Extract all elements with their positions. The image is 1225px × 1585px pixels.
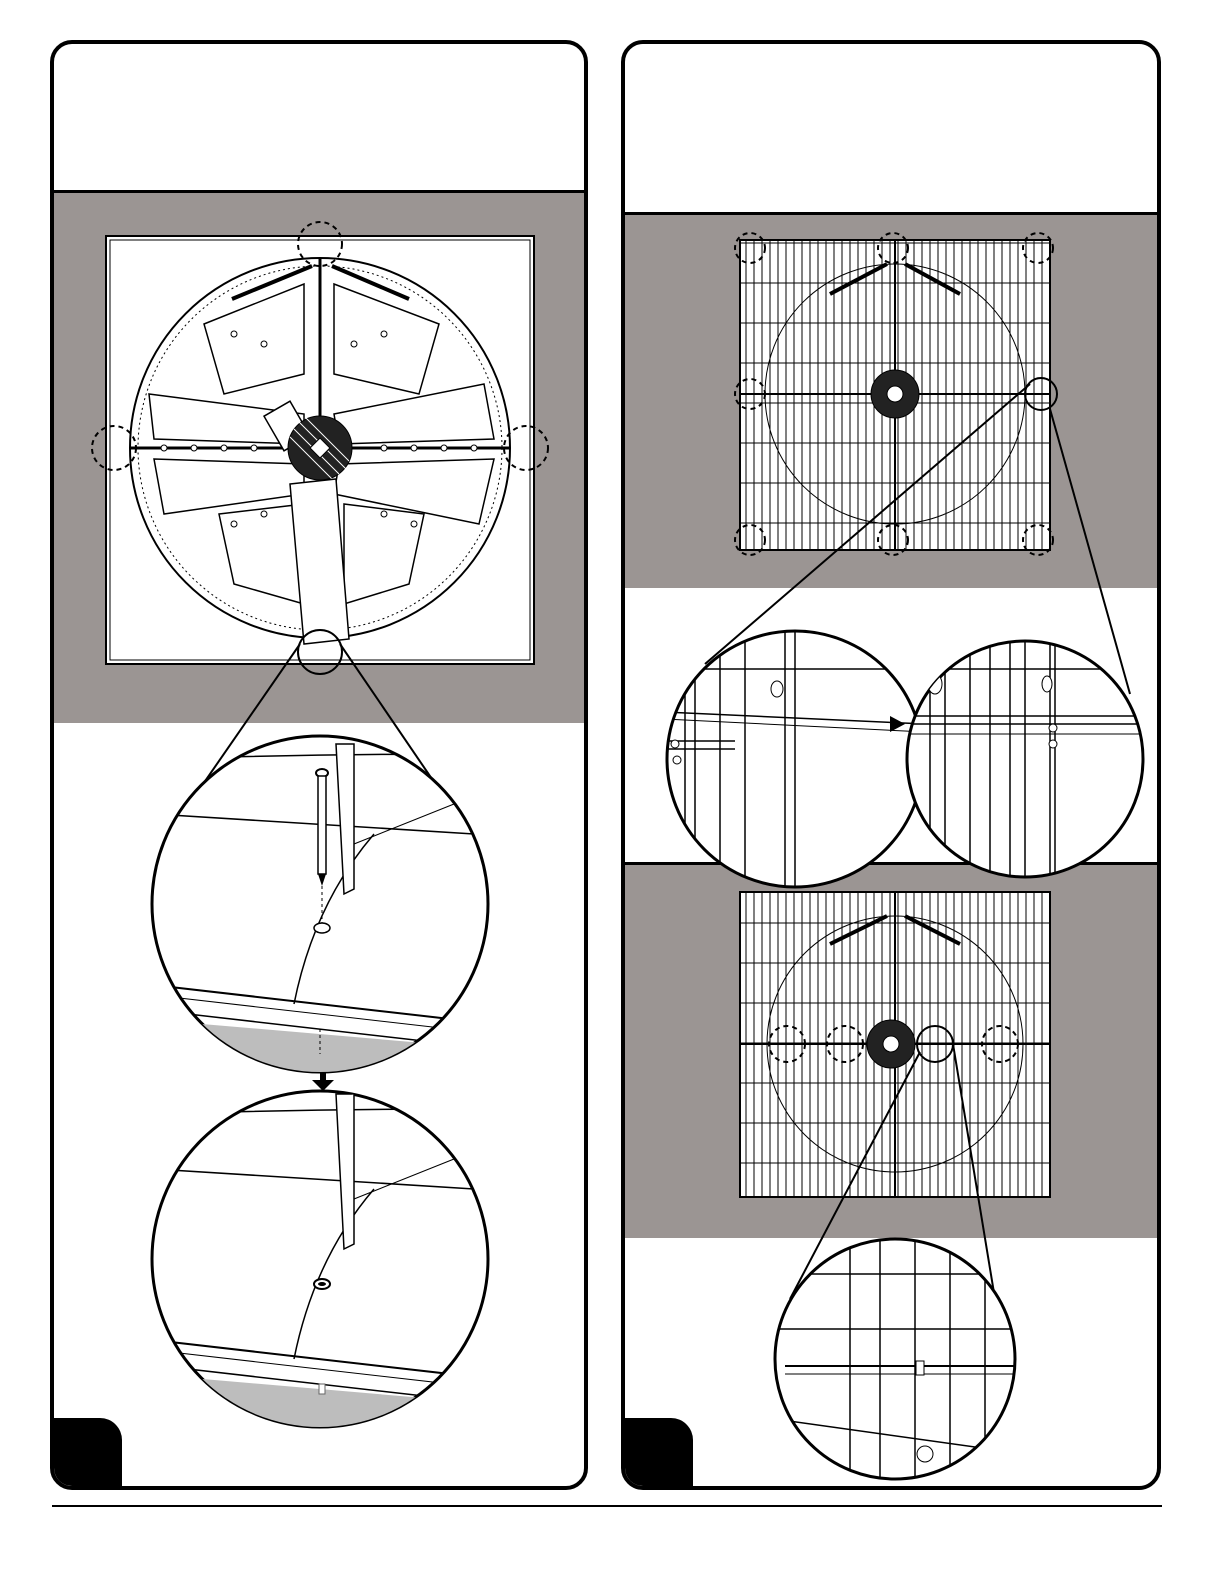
- instruction-panel-left: [50, 40, 588, 1490]
- footer-divider: [52, 1505, 1162, 1507]
- detail-magnifier-icon: [144, 736, 494, 1104]
- detail-magnifier-icon: [144, 1091, 494, 1444]
- fan-assembly-icon: [54, 44, 588, 1490]
- clip-detail-icon: [905, 604, 1145, 904]
- instruction-panel-right: [621, 40, 1161, 1490]
- step-number-badge: [621, 1418, 693, 1490]
- clip-detail-icon: [775, 1234, 1025, 1484]
- clip-detail-icon: [663, 604, 925, 904]
- fan-guard-grid-icon: [625, 44, 1161, 1490]
- step-number-badge: [50, 1418, 122, 1490]
- arrow-down-icon: [312, 1072, 334, 1091]
